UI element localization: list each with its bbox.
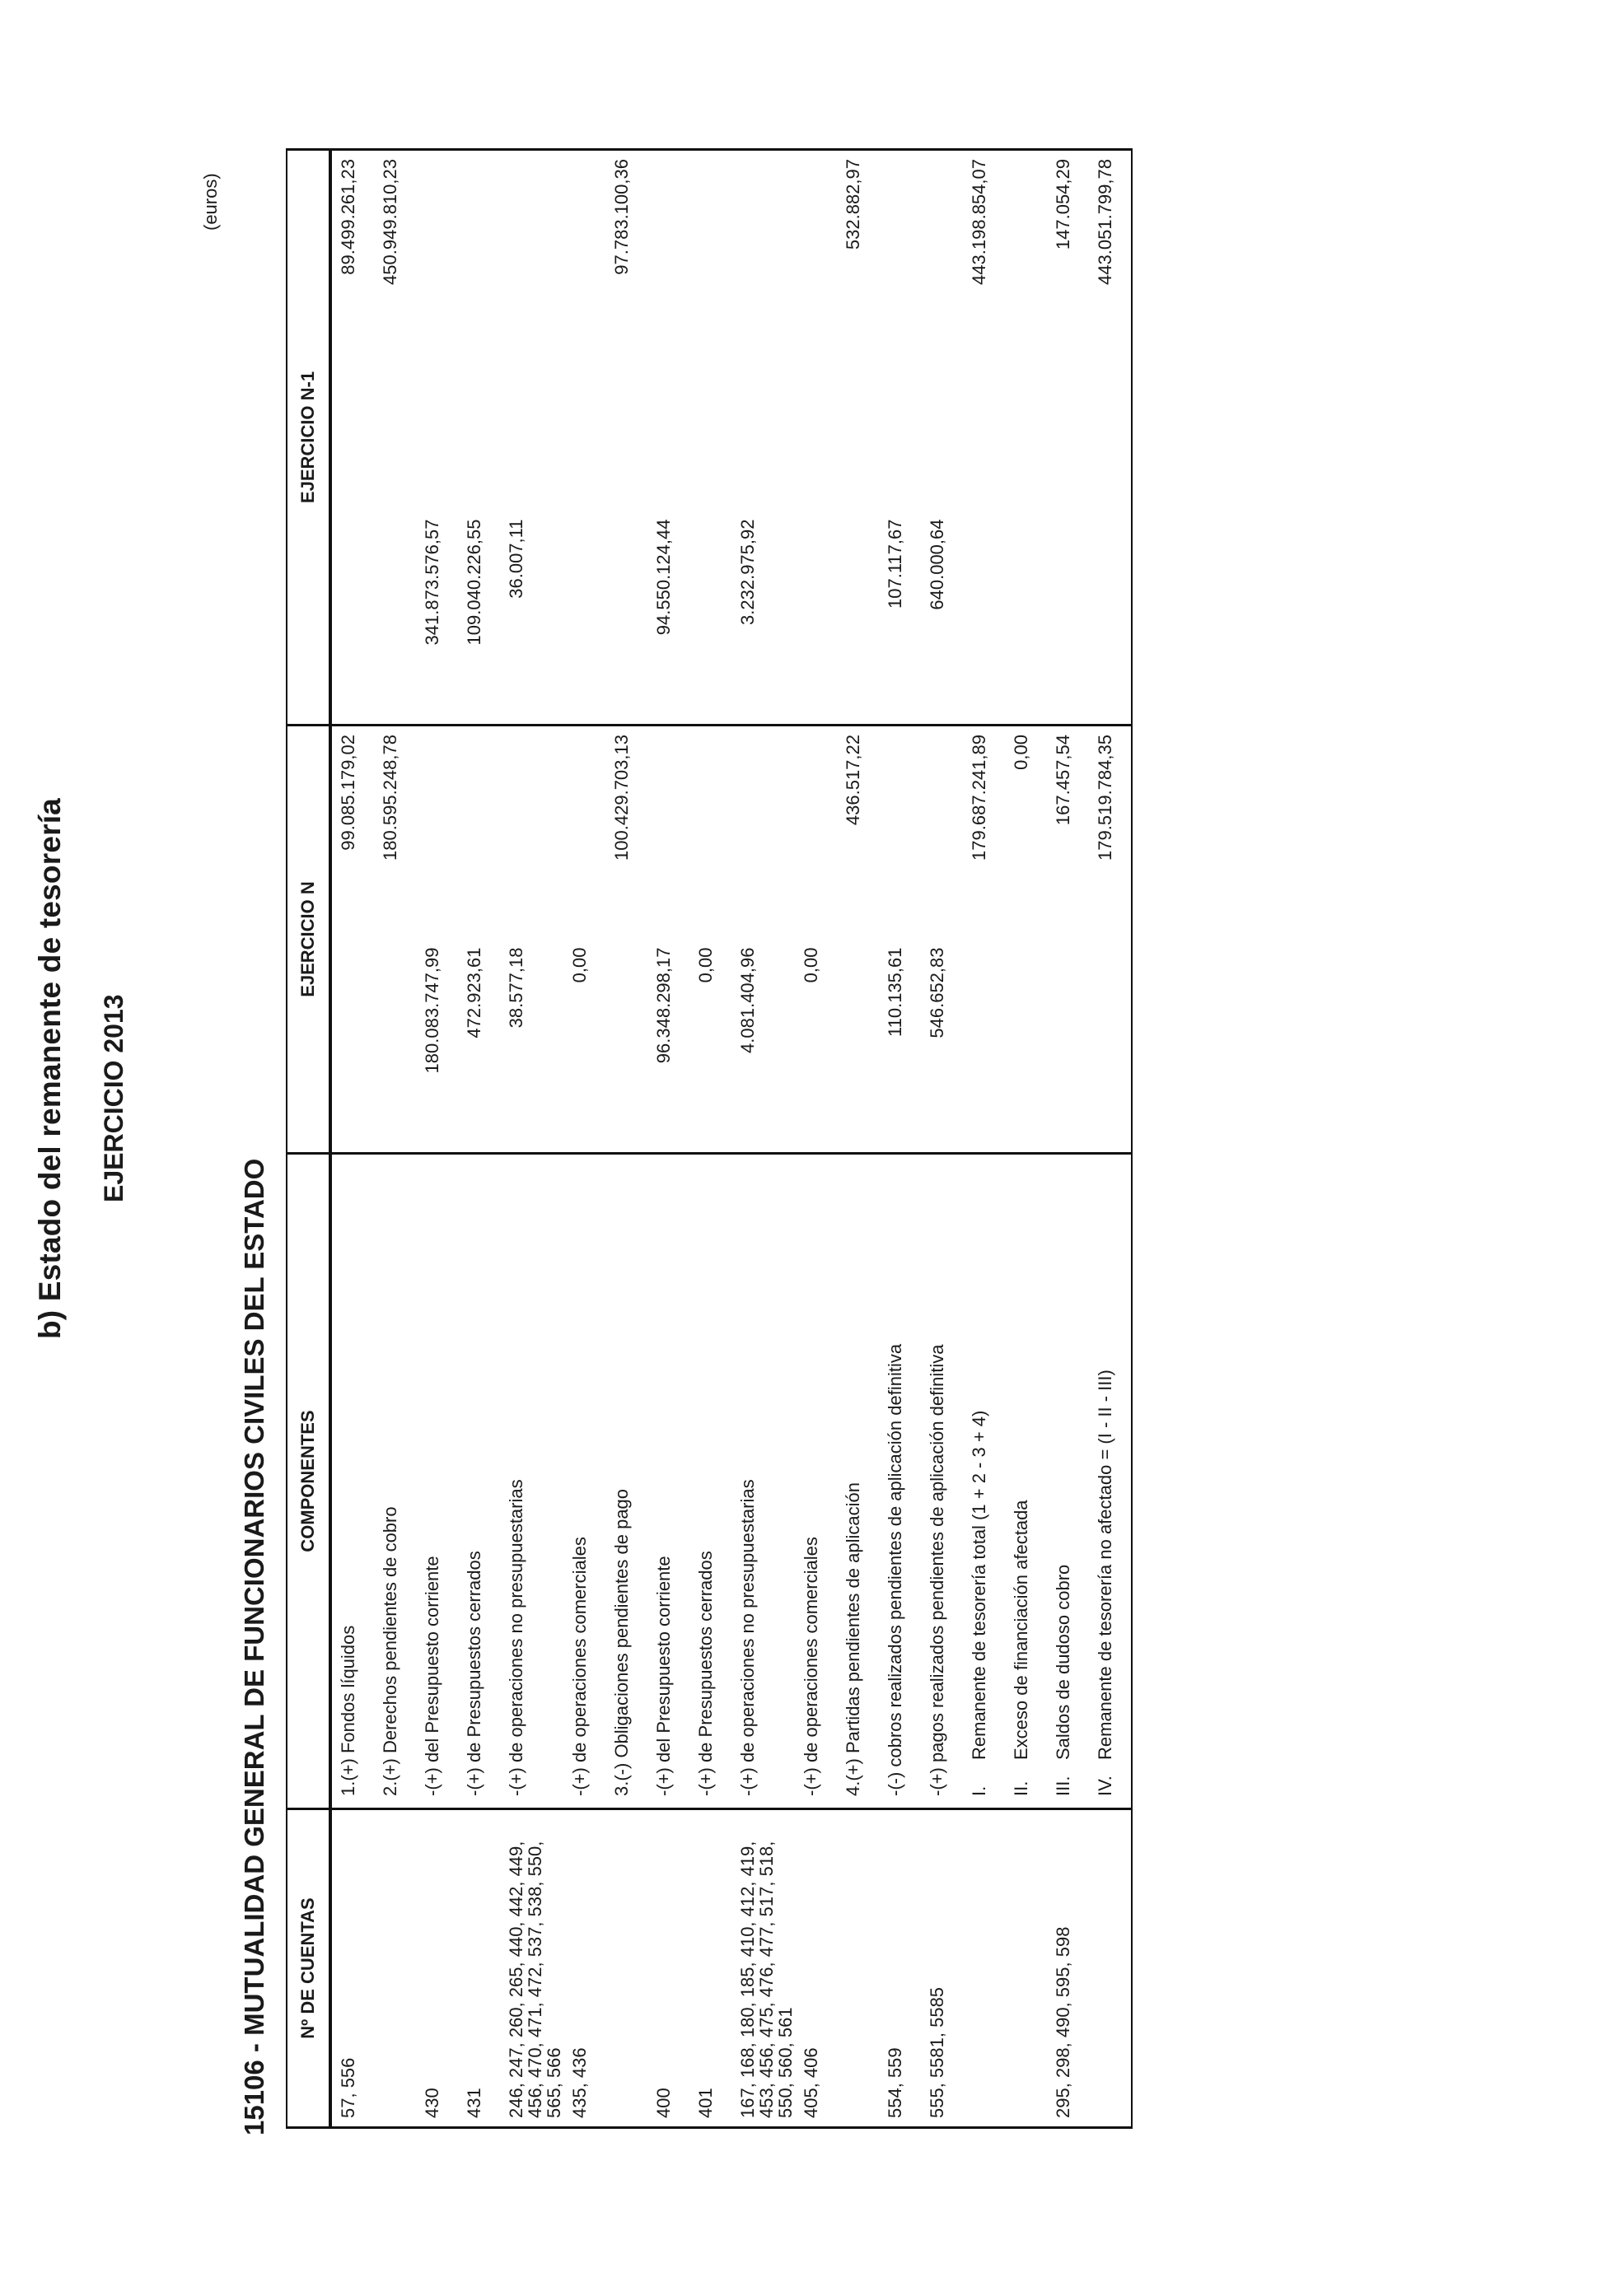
cell-n-detail: 180.083.747,99 [416,940,458,1154]
table-row [837,150,879,2128]
document-title: b) Estado del remanente de tesorería [33,798,67,1339]
cell-cuentas [1005,1809,1047,2128]
cell-n1-total [500,150,563,511]
table-row [374,150,416,2128]
cell-componente: -(+) de Presupuestos cerrados [458,1154,500,1809]
component-label: Exceso de financiación afectada [1011,1500,1031,1760]
table-row [500,150,563,2128]
cell-cuentas [1089,1809,1132,2128]
cell-n1-detail: 3.232.975,92 [731,511,795,726]
cell-n-total: 179.687.241,89 [963,726,1005,940]
treasury-remainder-table [286,148,1133,2129]
cell-n1-total: 97.783.100,36 [605,150,647,511]
cell-n-detail: 38.577,18 [500,940,563,1154]
table-row [689,150,731,2128]
cell-n-total [500,726,563,940]
cell-n1-detail [689,511,731,726]
cell-cuentas: 435, 436 [563,1809,605,2128]
table-header-row [287,150,330,2128]
cell-n1-detail [795,511,837,726]
roman-numeral: III. [1053,1776,1073,1796]
table-row [795,150,837,2128]
component-label: Remanente de tesorería total (1 + 2 - 3 + 4) [969,1410,989,1760]
roman-numeral: I. [969,1785,989,1796]
table-row [879,150,921,2128]
cell-n1-total: 147.054,29 [1047,150,1089,511]
cell-n-total [416,726,458,940]
table-row [458,150,500,2128]
cell-n1-detail [1089,511,1132,726]
cell-n-total [647,726,689,940]
cell-n1-detail [605,511,647,726]
cell-cuentas: 57, 556 [330,1809,374,2128]
cell-componente: -(+) de Presupuestos cerrados [689,1154,731,1809]
header-cuentas: Nº DE CUENTAS [287,1809,330,2128]
cell-n1-total: 450.949.810,23 [374,150,416,511]
cell-n1-total [563,150,605,511]
cell-n1-total [1005,150,1047,511]
table-row [647,150,689,2128]
cell-n-total [731,726,795,940]
roman-numeral: II. [1011,1780,1031,1796]
cell-n-detail [1089,940,1132,1154]
cell-n-total [879,726,921,940]
cell-n1-detail: 36.007,11 [500,511,563,726]
cell-n-detail: 4.081.404,96 [731,940,795,1154]
cell-n-detail: 110.135,61 [879,940,921,1154]
cell-n-detail [837,940,879,1154]
cell-componente: 4.(+) Partidas pendientes de aplicación [837,1154,879,1809]
cell-n-total: 100.429.703,13 [605,726,647,940]
cell-n1-total [921,150,963,511]
cell-cuentas: 401 [689,1809,731,2128]
cell-n-total: 0,00 [1005,726,1047,940]
cell-n-total: 436.517,22 [837,726,879,940]
cell-n1-total [689,150,731,511]
cell-n1-total [731,150,795,511]
cell-componente: -(+) del Presupuesto corriente [416,1154,458,1809]
cell-componente: -(-) cobros realizados pendientes de aplicación definitiva [879,1154,921,1809]
cell-n1-detail [563,511,605,726]
cell-cuentas: 167, 168, 180, 185, 410, 412, 419, 453, 456, 475, 476, 477, 517, 518, 550, 560, 561 [731,1809,795,2128]
cell-n-detail [963,940,1005,1154]
table-row [1089,150,1132,2128]
cell-cuentas: 555, 5581, 5585 [921,1809,963,2128]
cell-n1-total: 532.882,97 [837,150,879,511]
cell-componente [963,1154,1005,1809]
cell-cuentas: 430 [416,1809,458,2128]
component-label: Remanente de tesorería no afectado = (I - II - III) [1095,1370,1115,1760]
cell-n-detail: 0,00 [689,940,731,1154]
roman-numeral: IV. [1095,1776,1115,1796]
cell-n-total: 99.085.179,02 [330,726,374,940]
table-row [563,150,605,2128]
table-row [731,150,795,2128]
cell-n-detail [374,940,416,1154]
cell-componente: 1.(+) Fondos líquidos [330,1154,374,1809]
fiscal-year-title: EJERCICIO 2013 [99,994,128,1202]
cell-cuentas: 246, 247, 260, 265, 440, 442, 449, 456, 470, 471, 472, 537, 538, 550, 565, 566 [500,1809,563,2128]
cell-componente: -(+) de operaciones comerciales [563,1154,605,1809]
cell-componente [1089,1154,1132,1809]
cell-n1-detail [330,511,374,726]
cell-cuentas [837,1809,879,2128]
cell-n-detail: 0,00 [795,940,837,1154]
cell-n1-detail [374,511,416,726]
cell-n1-total: 443.051.799,78 [1089,150,1132,511]
cell-n-total [921,726,963,940]
cell-n-total [795,726,837,940]
cell-componente: 3.(-) Obligaciones pendientes de pago [605,1154,647,1809]
cell-n1-total: 443.198.854,07 [963,150,1005,511]
cell-n-detail [1005,940,1047,1154]
table-row [963,150,1005,2128]
header-ejercicio-n: EJERCICIO N [287,726,330,1154]
table-row [605,150,647,2128]
cell-componente: -(+) pagos realizados pendientes de aplicación definitiva [921,1154,963,1809]
cell-componente: 2.(+) Derechos pendientes de cobro [374,1154,416,1809]
cell-cuentas: 400 [647,1809,689,2128]
cell-cuentas: 554, 559 [879,1809,921,2128]
units-label: (euros) [200,173,221,231]
cell-n1-detail [1047,511,1089,726]
cell-n1-total [795,150,837,511]
cell-n-total [458,726,500,940]
cell-n1-detail: 107.117,67 [879,511,921,726]
cell-componente: -(+) del Presupuesto corriente [647,1154,689,1809]
header-componentes: COMPONENTES [287,1154,330,1809]
cell-n1-total: 89.499.261,23 [330,150,374,511]
cell-cuentas: 431 [458,1809,500,2128]
cell-cuentas [963,1809,1005,2128]
cell-n-detail: 0,00 [563,940,605,1154]
cell-n1-total [458,150,500,511]
cell-n1-detail: 109.040.226,55 [458,511,500,726]
cell-n-detail: 472.923,61 [458,940,500,1154]
table-row [921,150,963,2128]
cell-n-detail [330,940,374,1154]
entity-title: 15106 - MUTUALIDAD GENERAL DE FUNCIONARIOS CIVILES DEL ESTADO [239,1158,269,2135]
cell-componente: -(+) de operaciones no presupuestarias [731,1154,795,1809]
table-row [330,150,374,2128]
cell-n1-total [416,150,458,511]
cell-n1-detail [963,511,1005,726]
cell-n-total [689,726,731,940]
cell-cuentas [605,1809,647,2128]
cell-n-total: 167.457,54 [1047,726,1089,940]
cell-componente: -(+) de operaciones no presupuestarias [500,1154,563,1809]
table-row [416,150,458,2128]
cell-n1-detail [1005,511,1047,726]
cell-n1-detail [837,511,879,726]
header-ejercicio-n1: EJERCICIO N-1 [287,150,330,726]
cell-cuentas [374,1809,416,2128]
cell-n-detail [605,940,647,1154]
cell-cuentas: 405, 406 [795,1809,837,2128]
cell-componente: -(+) de operaciones comerciales [795,1154,837,1809]
cell-n1-total [879,150,921,511]
cell-componente [1005,1154,1047,1809]
cell-n-detail: 546.652,83 [921,940,963,1154]
cell-n1-detail: 341.873.576,57 [416,511,458,726]
cell-cuentas: 295, 298, 490, 595, 598 [1047,1809,1089,2128]
cell-componente [1047,1154,1089,1809]
table-row [1047,150,1089,2128]
cell-n-detail [1047,940,1089,1154]
component-label: Saldos de dudoso cobro [1053,1564,1073,1760]
cell-n1-detail: 640.000,64 [921,511,963,726]
cell-n-total [563,726,605,940]
cell-n-detail: 96.348.298,17 [647,940,689,1154]
cell-n1-detail: 94.550.124,44 [647,511,689,726]
cell-n-total: 180.595.248,78 [374,726,416,940]
cell-n-total: 179.519.784,35 [1089,726,1132,940]
cell-n1-total [647,150,689,511]
table-row [1005,150,1047,2128]
